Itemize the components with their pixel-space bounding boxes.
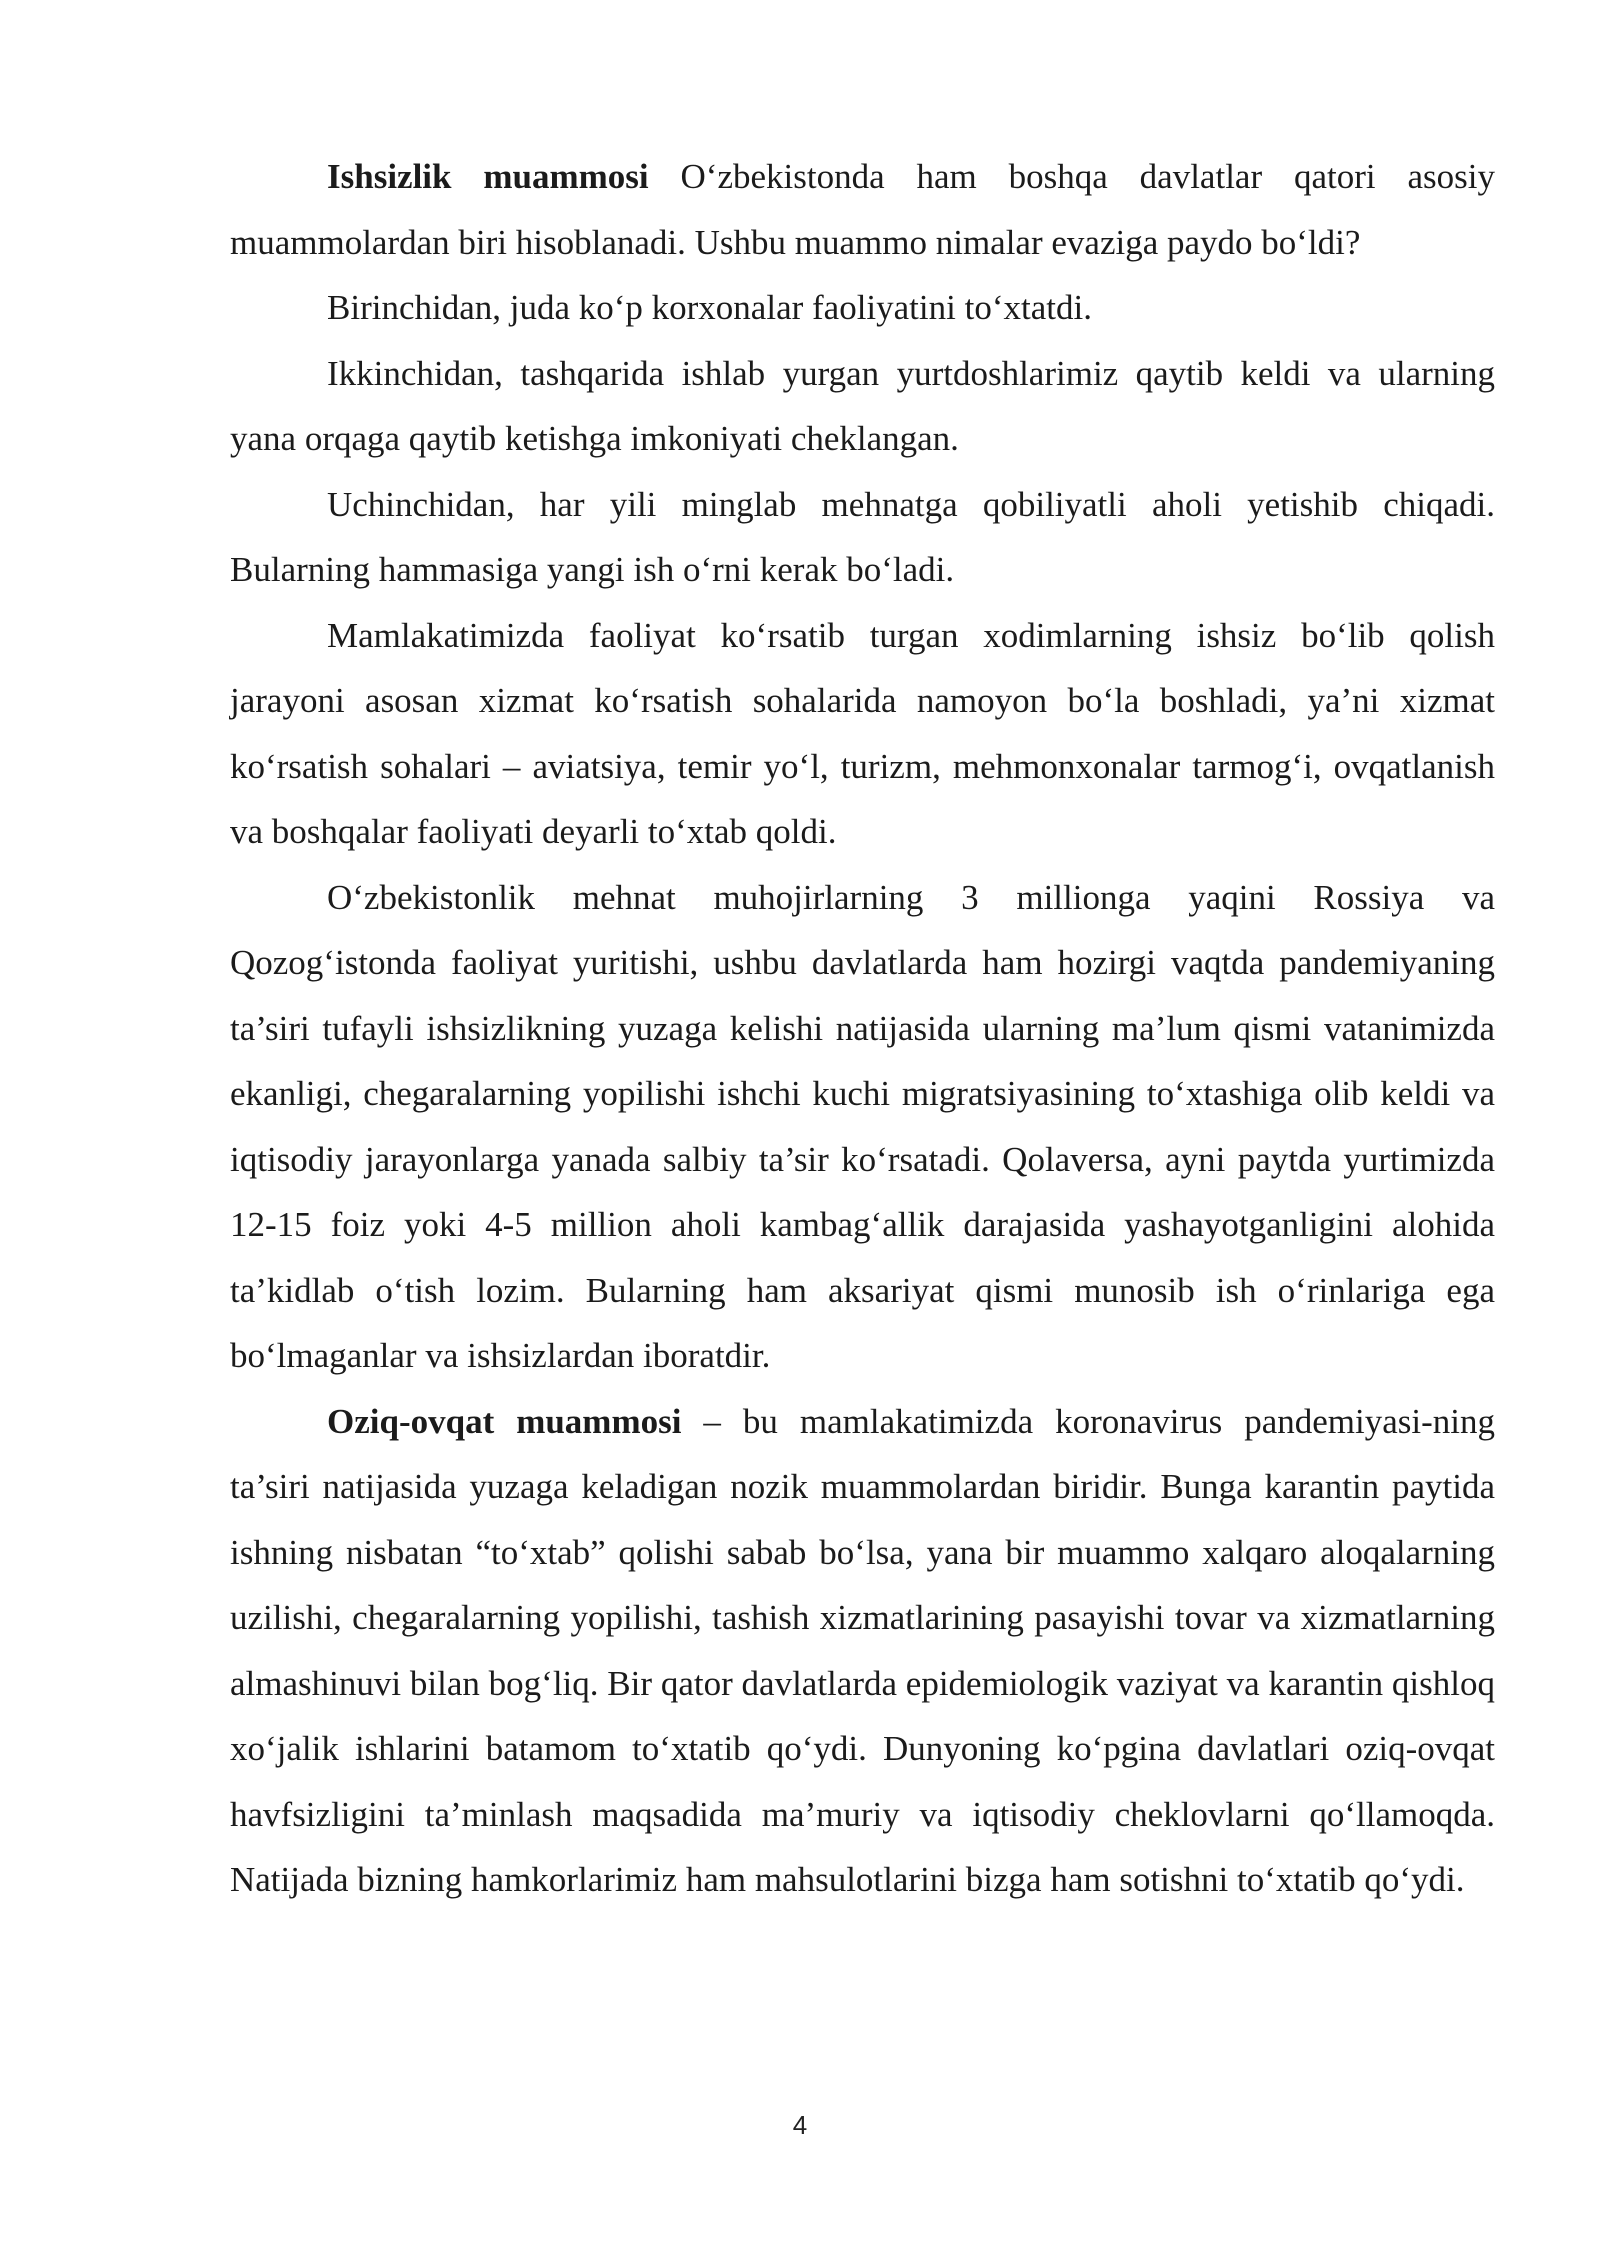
paragraph-text: O‘zbekistonlik mehnat muhojirlarning 3 millionga yaqini Rossiya va Qozog‘istonda faoliyat yuritishi, ushbu davlatlarda ham hozirgi vaqtda pandemiyaning ta’siri tufayli ishsizlikning yuzaga kelishi natijasida ularning ma’lum qismi vatanimizda ekanligi, chegaralarning yopilishi ishchi kuchi migratsiyasining to‘xtashiga olib keldi va iqtisodiy jarayonlarga yanada salbiy ta’sir ko‘rsatadi. Qolaversa, ayni paytda yurtimizda 12-15 foiz yoki 4-5 million aholi kambag‘allik darajasida yashayotganligini alohida ta’kidlab o‘tish lozim. Bularning ham aksariyat qismi munosib ish o‘rinlariga ega bo‘lmaganlar va ishsizlardan iboratdir. bbox=[230, 877, 1495, 1375]
page-number: 4 bbox=[792, 2110, 808, 2140]
paragraph-unemployment-intro bbox=[230, 144, 1495, 275]
document-page bbox=[230, 144, 1495, 1913]
paragraph-food-problem bbox=[230, 1389, 1495, 1913]
paragraph-second-reason bbox=[230, 341, 1495, 472]
paragraph-labor-migrants bbox=[230, 865, 1495, 1389]
paragraph-text: Uchinchidan, har yili minglab mehnatga qobiliyatli aholi yetishib chiqadi. Bularning hammasiga yangi ish o‘rni kerak bo‘ladi. bbox=[230, 484, 1495, 589]
paragraph-service-sector bbox=[230, 603, 1495, 865]
paragraph-text: Mamlakatimizda faoliyat ko‘rsatib turgan xodimlarning ishsiz bo‘lib qolish jarayoni asosan xizmat ko‘rsatish sohalarida namoyon bo‘la boshladi, ya’ni xizmat ko‘rsatish sohalari – aviatsiya, temir yo‘l, turizm, mehmonxonalar tarmog‘i, ovqatlanish va boshqalar faoliyati deyarli to‘xtab qoldi. bbox=[230, 615, 1495, 851]
paragraph-text: O‘zbekistonda ham boshqa davlatlar qatori asosiy muammolardan biri hisoblanadi. Ushbu muammo nimalar evaziga paydo bo‘ldi? bbox=[230, 157, 1495, 262]
paragraph-first-reason bbox=[230, 275, 1495, 341]
paragraph-text: Birinchidan, juda ko‘p korxonalar faoliyatini to‘xtatdi. bbox=[327, 288, 1092, 327]
heading-food-problem: Oziq-ovqat muammosi bbox=[327, 1401, 682, 1441]
paragraph-text: Ikkinchidan, tashqarida ishlab yurgan yurtdoshlarimiz qaytib keldi va ularning yana orqaga qaytib ketishga imkoniyati cheklangan. bbox=[230, 353, 1495, 458]
paragraph-text: – bu mamlakatimizda koronavirus pandemiyasi-ning ta’siri natijasida yuzaga keladigan nozik muammolardan biridir. Bunga karantin paytida ishning nisbatan “to‘xtab” qolishi sabab bo‘lsa, yana bir muammo xalqaro aloqalarning uzilishi, chegaralarning yopilishi, tashish xizmatlarining pasayishi tovar va xizmatlarning almashinuvi bilan bog‘liq. Bir qator davlatlarda epidemiologik vaziyat va karantin qishloq xo‘jalik ishlarini batamom to‘xtatib qo‘ydi. Dunyoning ko‘pgina davlatlari oziq-ovqat havfsizligini ta’minlash maqsadida ma’muriy va iqtisodiy cheklovlarni qo‘llamoqda. Natijada bizning hamkorlarimiz ham mahsulotlarini bizga ham sotishni to‘xtatib qo‘ydi. bbox=[230, 1401, 1495, 1899]
paragraph-third-reason bbox=[230, 472, 1495, 603]
heading-unemployment: Ishsizlik muammosi bbox=[327, 157, 649, 196]
